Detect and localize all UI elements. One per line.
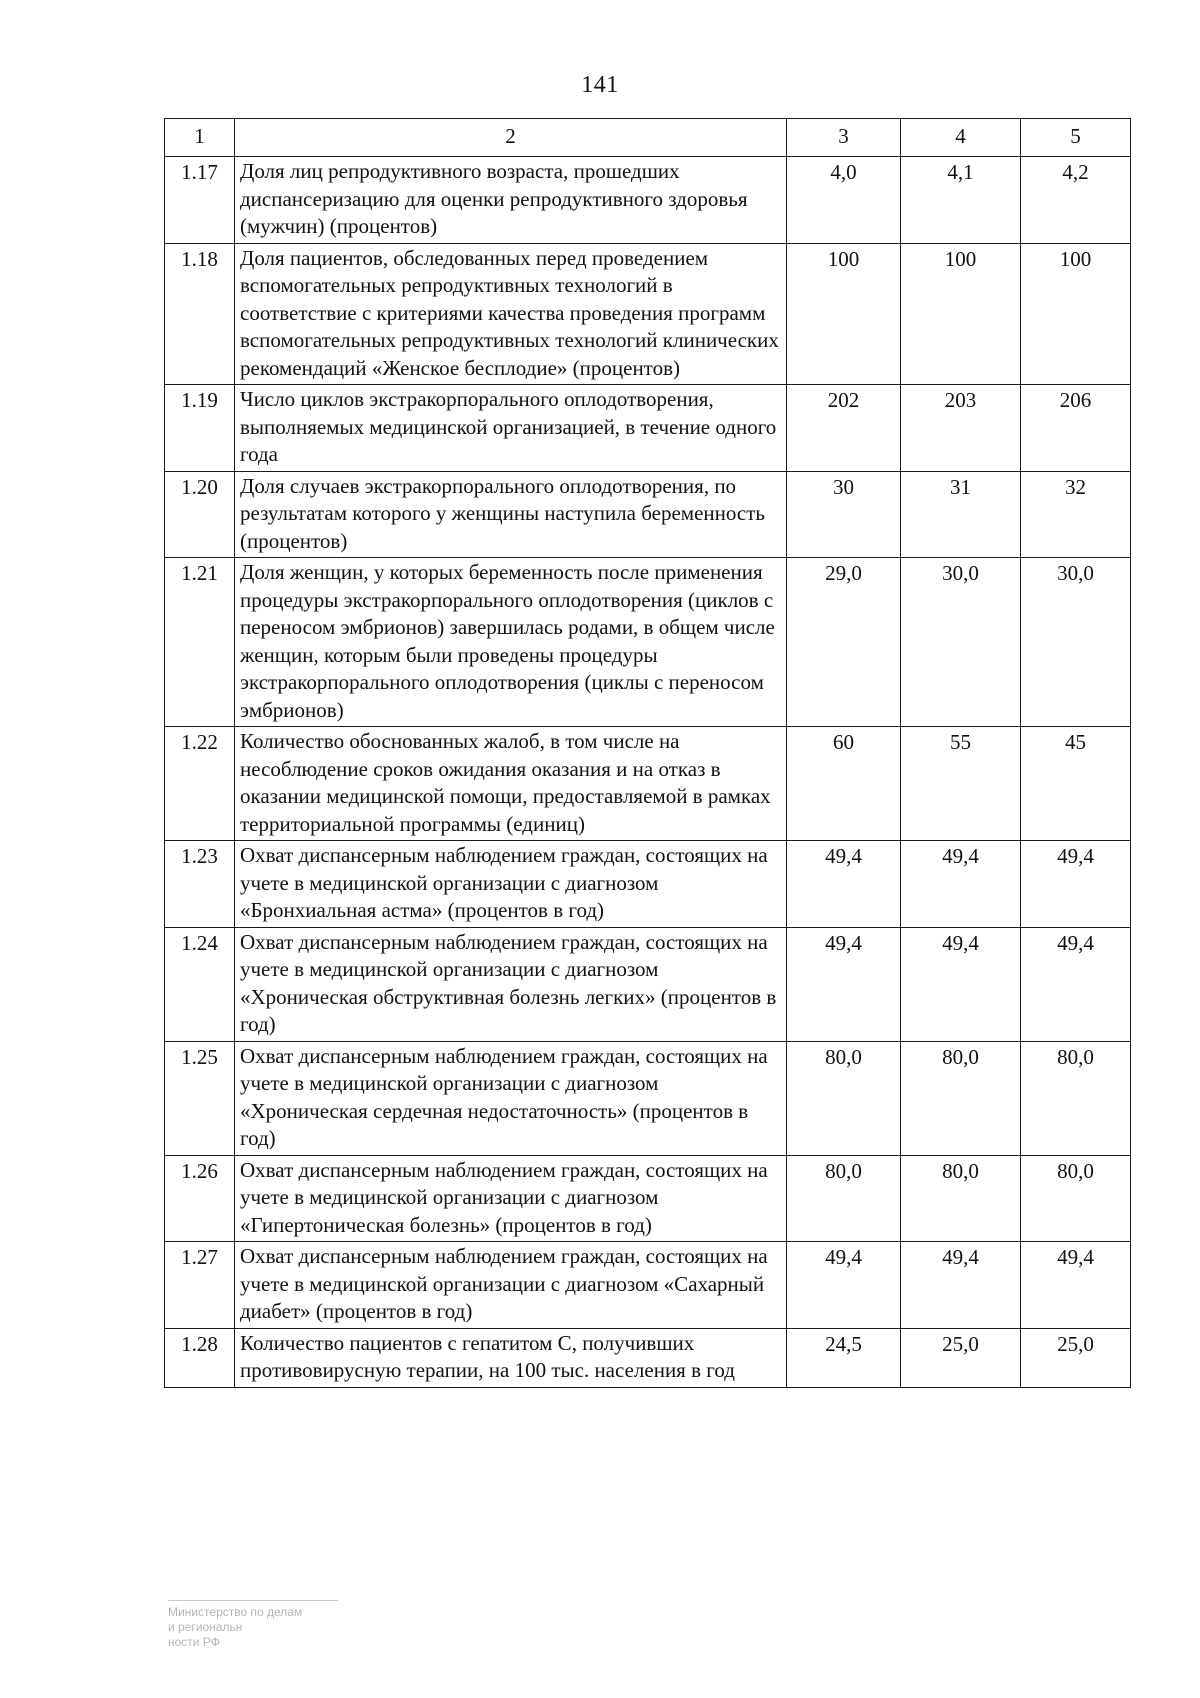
value-col-4: 31: [901, 471, 1021, 558]
value-col-3: 80,0: [787, 1155, 901, 1242]
row-number: 1.22: [165, 727, 235, 841]
value-col-5: 49,4: [1021, 1242, 1131, 1329]
row-number: 1.21: [165, 558, 235, 727]
row-description: Доля случаев экстракорпорального оплодотворения, по результатам которого у женщины наступила беременность (процентов): [235, 471, 787, 558]
table-row: [165, 1242, 1131, 1329]
value-col-5: 25,0: [1021, 1328, 1131, 1387]
row-number: 1.19: [165, 385, 235, 472]
value-col-5: 206: [1021, 385, 1131, 472]
value-col-4: 4,1: [901, 157, 1021, 244]
table-row: [165, 927, 1131, 1041]
table-row: [165, 727, 1131, 841]
value-col-3: 49,4: [787, 1242, 901, 1329]
column-header: 4: [901, 119, 1021, 157]
row-number: 1.26: [165, 1155, 235, 1242]
value-col-5: 4,2: [1021, 157, 1131, 244]
value-col-4: 25,0: [901, 1328, 1021, 1387]
stamp-line: ности РФ: [168, 1635, 220, 1649]
value-col-3: 100: [787, 243, 901, 385]
value-col-3: 60: [787, 727, 901, 841]
table-row: [165, 1155, 1131, 1242]
row-description: Доля лиц репродуктивного возраста, прошедших диспансеризацию для оценки репродуктивного здоровья (мужчин) (процентов): [235, 157, 787, 244]
table-row: [165, 471, 1131, 558]
row-number: 1.23: [165, 841, 235, 928]
value-col-4: 49,4: [901, 1242, 1021, 1329]
row-number: 1.28: [165, 1328, 235, 1387]
indicators-table: [164, 118, 1131, 1388]
value-col-5: 45: [1021, 727, 1131, 841]
value-col-5: 80,0: [1021, 1041, 1131, 1155]
stamp: [168, 1600, 368, 1650]
value-col-4: 30,0: [901, 558, 1021, 727]
value-col-3: 29,0: [787, 558, 901, 727]
value-col-4: 100: [901, 243, 1021, 385]
row-description: Количество обоснованных жалоб, в том числе на несоблюдение сроков ожидания оказания и на отказ в оказании медицинской помощи, предоставляемой в рамках территориальной программы (единиц): [235, 727, 787, 841]
row-number: 1.27: [165, 1242, 235, 1329]
value-col-5: 100: [1021, 243, 1131, 385]
table-row: [165, 243, 1131, 385]
value-col-5: 80,0: [1021, 1155, 1131, 1242]
stamp-line: и региональн: [168, 1620, 243, 1634]
page-number: 141: [581, 72, 619, 98]
row-description: Охват диспансерным наблюдением граждан, состоящих на учете в медицинской организации с диагнозом «Хроническая обструктивная болезнь легких» (процентов в год): [235, 927, 787, 1041]
table-row: [165, 157, 1131, 244]
stamp-line: Министерство по делам: [168, 1605, 303, 1619]
value-col-4: 55: [901, 727, 1021, 841]
table-row: [165, 1041, 1131, 1155]
value-col-4: 80,0: [901, 1041, 1021, 1155]
table-header-row: [165, 119, 1131, 157]
row-description: Количество пациентов с гепатитом С, получивших противовирусную терапии, на 100 тыс. населения в год: [235, 1328, 787, 1387]
stamp-rule: [168, 1600, 338, 1601]
value-col-3: 49,4: [787, 841, 901, 928]
value-col-3: 4,0: [787, 157, 901, 244]
table-row: [165, 1328, 1131, 1387]
column-header: 1: [165, 119, 235, 157]
value-col-5: 49,4: [1021, 841, 1131, 928]
row-description: Число циклов экстракорпорального оплодотворения, выполняемых медицинской организацией, в течение одного года: [235, 385, 787, 472]
row-number: 1.24: [165, 927, 235, 1041]
row-number: 1.18: [165, 243, 235, 385]
row-description: Охват диспансерным наблюдением граждан, состоящих на учете в медицинской организации с диагнозом «Гипертоническая болезнь» (процентов в год): [235, 1155, 787, 1242]
row-number: 1.25: [165, 1041, 235, 1155]
table-row: [165, 558, 1131, 727]
table-row: [165, 385, 1131, 472]
column-header: 5: [1021, 119, 1131, 157]
column-header: 2: [235, 119, 787, 157]
row-number: 1.20: [165, 471, 235, 558]
value-col-4: 49,4: [901, 841, 1021, 928]
value-col-3: 24,5: [787, 1328, 901, 1387]
value-col-4: 80,0: [901, 1155, 1021, 1242]
row-description: Охват диспансерным наблюдением граждан, состоящих на учете в медицинской организации с диагнозом «Сахарный диабет» (процентов в год): [235, 1242, 787, 1329]
value-col-3: 80,0: [787, 1041, 901, 1155]
value-col-3: 202: [787, 385, 901, 472]
row-number: 1.17: [165, 157, 235, 244]
value-col-3: 49,4: [787, 927, 901, 1041]
row-description: Доля пациентов, обследованных перед проведением вспомогательных репродуктивных технологий в соответствие с критериями качества проведения программ вспомогательных репродуктивных технологий клинических рекомендаций «Женское бесплодие» (процентов): [235, 243, 787, 385]
value-col-5: 49,4: [1021, 927, 1131, 1041]
value-col-4: 203: [901, 385, 1021, 472]
value-col-5: 32: [1021, 471, 1131, 558]
column-header: 3: [787, 119, 901, 157]
row-description: Охват диспансерным наблюдением граждан, состоящих на учете в медицинской организации с диагнозом «Бронхиальная астма» (процентов в год): [235, 841, 787, 928]
row-description: Доля женщин, у которых беременность после применения процедуры экстракорпорального оплодотворения (циклов с переносом эмбрионов) завершилась родами, в общем числе женщин, которым были проведены процедуры экстракорпорального оплодотворения (циклы с переносом эмбрионов): [235, 558, 787, 727]
value-col-4: 49,4: [901, 927, 1021, 1041]
table-row: [165, 841, 1131, 928]
row-description: Охват диспансерным наблюдением граждан, состоящих на учете в медицинской организации с диагнозом «Хроническая сердечная недостаточность» (процентов в год): [235, 1041, 787, 1155]
value-col-5: 30,0: [1021, 558, 1131, 727]
value-col-3: 30: [787, 471, 901, 558]
